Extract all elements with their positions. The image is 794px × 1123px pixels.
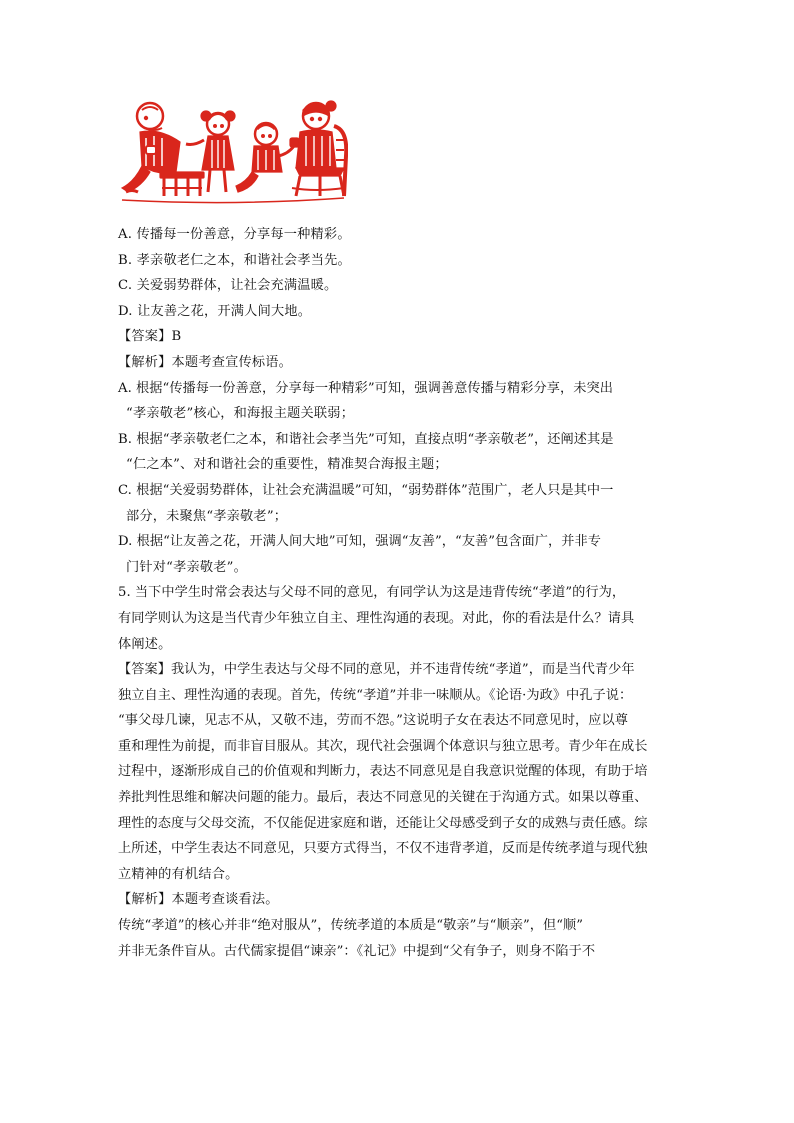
option-a: A. 传播每一份善意，分享每一种精彩。 [118, 227, 351, 242]
answer-5-line7: 理性的态度与父母交流，不仅能促进家庭和谐，还能让父母感受到子女的成熟与责任感。综 [118, 815, 648, 831]
answer-5-line9: 立精神的有机结合。 [118, 866, 239, 882]
analysis-5-line1: 传统“孝道”的核心并非“绝对服从”，传统孝道的本质是“敬亲”与“顺亲”，但“顺” [118, 918, 584, 934]
question-5-line1: 5. 当下中学生时常会表达与父母不同的意见，有同学认为这是违背传统“孝道”的行为， [118, 585, 626, 601]
papercut-family-illustration [120, 96, 348, 208]
analysis-5-label: 【解析】本题考查谈看法。 [118, 892, 279, 908]
option-c: C. 关爱弱势群体，让社会充满温暖。 [118, 278, 338, 294]
analysis-d-line2: 门针对“孝亲敬老”。 [126, 559, 247, 575]
answer-5-line8: 上所述，中学生表达不同意见，只要方式得当，不仅不违背孝道，反而是传统孝道与现代独 [118, 841, 648, 857]
analysis-a-line2: “孝亲敬老”核心，和海报主题关联弱； [126, 406, 355, 422]
option-b: B. 孝亲敬老仁之本，和谐社会孝当先。 [118, 252, 351, 268]
analysis-b-line1: B. 根据“孝亲敬老仁之本，和谐社会孝当先”可知，直接点明“孝亲敬老”，还阐述其是 [118, 431, 614, 447]
answer-5-line4: 重和理性为前提，而非盲目服从。其次，现代社会强调个体意识与独立思考。青少年在成长 [118, 738, 648, 754]
analysis-c-line2: 部分，未聚焦“孝亲敬老”； [126, 508, 288, 524]
answer-5-line5: 过程中，逐渐形成自己的价值观和判断力，表达不同意见是自我意识觉醒的体现，有助于培 [118, 764, 648, 780]
analysis-d-line1: D. 根据“让友善之花，开满人间大地”可知，强调“友善”，“友善”包含面广，并非专 [118, 534, 601, 550]
analysis-label: 【解析】本题考查宣传标语。 [118, 354, 293, 370]
answer-5-line2: 独立自主、理性沟通的表现。首先，传统“孝道”并非一味顺从。《论语·为政》中孔子说： [118, 687, 633, 703]
document-text [118, 222, 674, 964]
answer-label: 【答案】B [118, 329, 182, 345]
analysis-5-line2: 并非无条件盲从。古代儒家提倡“谏亲”：《礼记》中提到“父有争子，则身不陷于不 [118, 943, 596, 959]
answer-5-line3: “事父母几谏，见志不从，又敬不违，劳而不怨。”这说明子女在表达不同意见时，应以尊 [118, 713, 629, 729]
answer-5-line1: 【答案】我认为，中学生表达与父母不同的意见，并不违背传统“孝道”，而是当代青少年 [118, 662, 635, 678]
question-5-line2: 有同学则认为这是当代青少年独立自主、理性沟通的表现。对此，你的看法是什么？请具 [118, 610, 635, 626]
analysis-b-line2: “仁之本”、对和谐社会的重要性，精准契合海报主题； [126, 457, 448, 473]
answer-5-line6: 养批判性思维和解决问题的能力。最后，表达不同意见的关键在于沟通方式。如果以尊重、 [118, 790, 648, 806]
option-d: D. 让友善之花，开满人间大地。 [118, 303, 312, 319]
analysis-a-line1: A. 根据“传播每一份善意，分享每一种精彩”可知，强调善意传播与精彩分享，未突出 [118, 380, 613, 396]
analysis-c-line1: C. 根据“关爱弱势群体，让社会充满温暖”可知，“弱势群体”范围广，老人只是其中一 [118, 482, 614, 498]
question-5-line3: 体阐述。 [118, 636, 172, 652]
